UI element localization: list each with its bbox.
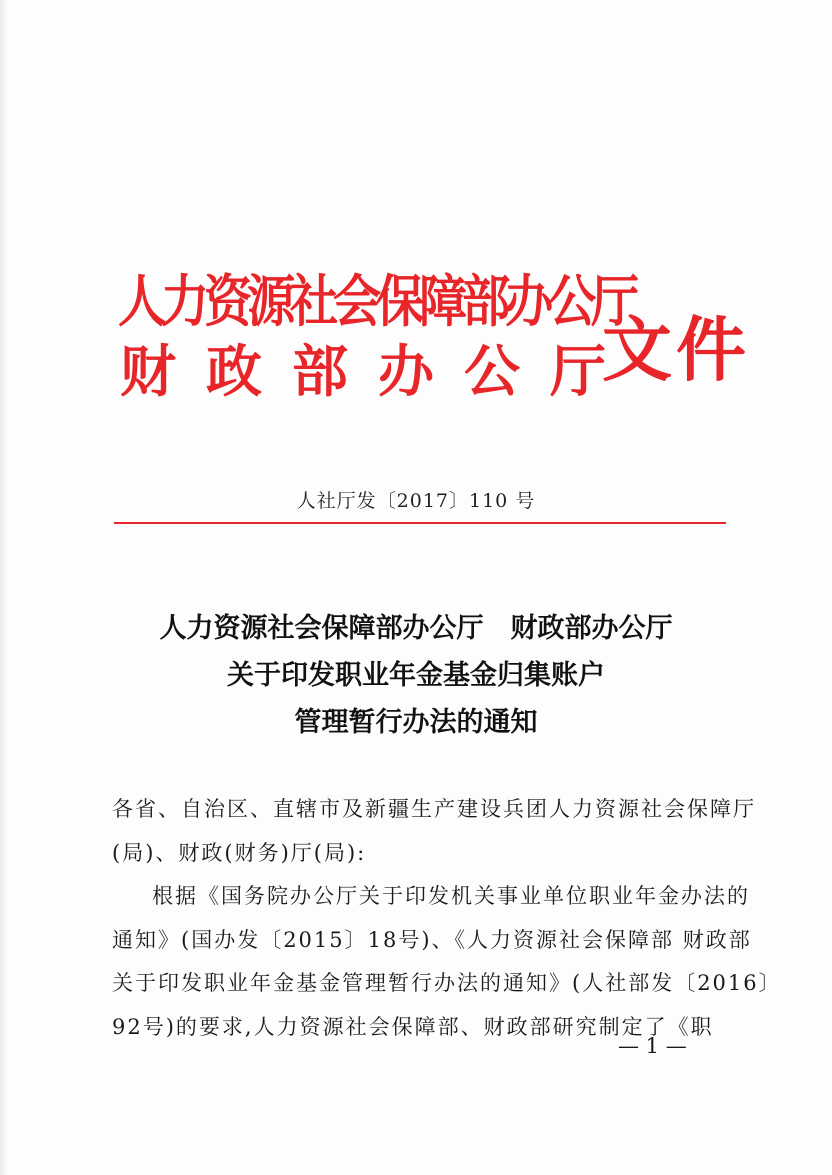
scan-edge-shadow: [0, 0, 8, 1175]
document-body: [112, 788, 782, 1049]
body-line: 通知》(国办发〔2015〕18号)、《人力资源社会保障部 财政部: [112, 927, 752, 952]
body-line: 关于印发职业年金基金管理暂行办法的通知》(人社部发〔2016〕: [112, 971, 782, 995]
page-number: — 1 —: [618, 1034, 687, 1058]
document-kind-label: 文件: [602, 313, 750, 390]
title-line-3: 管理暂行办法的通知: [294, 707, 538, 737]
title-line-1: 人力资源社会保障部办公厅 财政部办公厅: [159, 613, 673, 643]
document-title: [0, 605, 832, 746]
body-line-paragraph-start: 根据《国务院办公厅关于印发机关事业单位职业年金办法的: [152, 884, 750, 908]
red-separator-rule: [114, 522, 726, 524]
red-letterhead: [118, 268, 750, 428]
issuer-line-2: 财政部办公厅: [120, 342, 636, 404]
body-line: 92号)的要求,人力资源社会保障部、财政部研究制定了《职: [112, 1014, 714, 1039]
body-line-addressee: 各省、自治区、直辖市及新疆生产建设兵团人力资源社会保障厅: [112, 797, 756, 821]
issuer-line-1: 人力资源社会保障部办公厅: [118, 272, 634, 334]
title-line-2: 关于印发职业年金基金归集账户: [227, 660, 605, 690]
document-number: 人社厅发〔2017〕110 号: [296, 490, 536, 512]
body-line-addressee-cont: (局)、财政(财务)厅(局):: [112, 840, 367, 865]
